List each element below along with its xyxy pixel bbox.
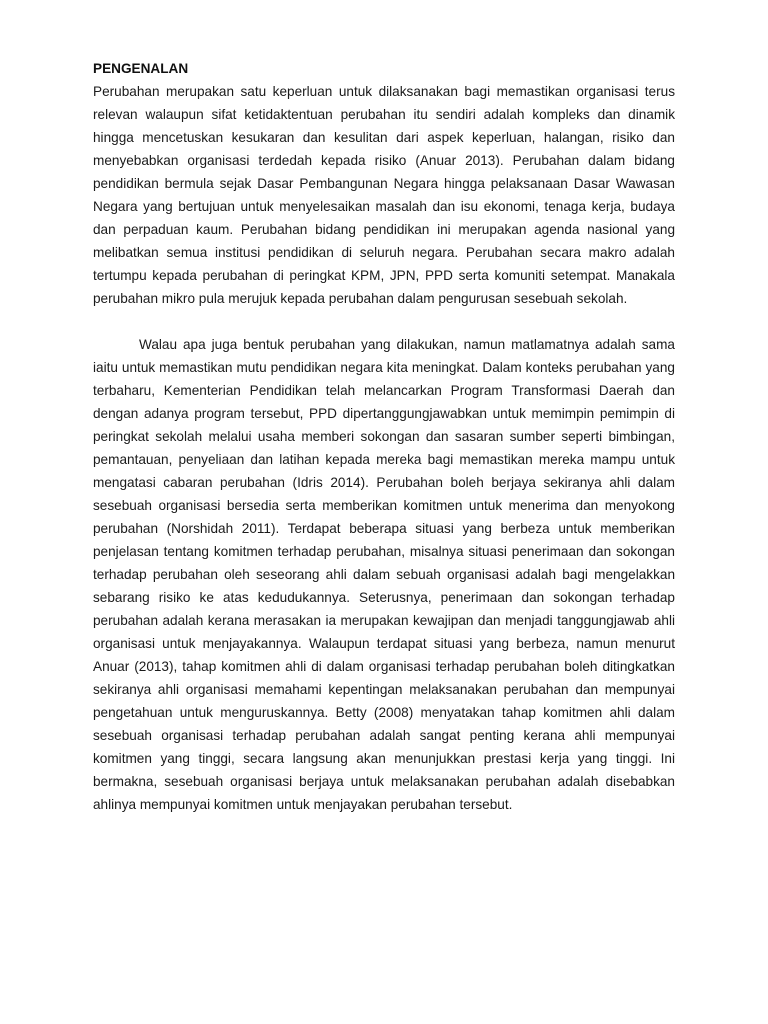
paragraph-introduction: Perubahan merupakan satu keperluan untuk dilaksanakan bagi memastikan organisasi terus relevan walaupun sifat ketidaktentuan perubahan itu sendiri adalah kompleks dan dinamik hingga mencetuskan kesukaran dan kesulitan dari aspek keperluan, halangan, risiko dan menyebabkan organisasi terdedah kepada risiko (Anuar 2013). Perubahan dalam bidang pendidikan bermula sejak Dasar Pembangunan Negara hingga pelaksanaan Dasar Wawasan Negara yang bertujuan untuk menyelesaikan masalah dan isu ekonomi, tenaga kerja, budaya dan perpaduan kaum. Perubahan bidang pendidikan ini merupakan agenda nasional yang melibatkan semua institusi pendidikan di seluruh negara. Perubahan secara makro adalah tertumpu kepada perubahan di peringkat KPM, JPN, PPD serta komuniti setempat. Manakala perubahan mikro pula merujuk kepada perubahan dalam pengurusan sesebuah sekolah. (93, 84, 675, 306)
section-heading: PENGENALAN (93, 61, 189, 76)
document-body (93, 57, 675, 816)
paragraph-commitment: Walau apa juga bentuk perubahan yang dilakukan, namun matlamatnya adalah sama iaitu untuk memastikan mutu pendidikan negara kita meningkat. Dalam konteks perubahan yang terbaharu, Kementerian Pendidikan telah melancarkan Program Transformasi Daerah dan dengan adanya program tersebut, PPD dipertanggungjawabkan untuk memimpin pemimpin di peringkat sekolah melalui usaha memberi sokongan dan sasaran sumber seperti bimbingan, pemantauan, penyeliaan dan latihan kepada mereka bagi memastikan mereka mampu untuk mengatasi cabaran perubahan (Idris 2014). Perubahan boleh berjaya sekiranya ahli dalam sesebuah organisasi bersedia serta memberikan komitmen untuk menerima dan menyokong perubahan (Norshidah 2011). Terdapat beberapa situasi yang berbeza untuk memberikan penjelasan tentang komitmen terhadap perubahan, misalnya situasi penerimaan dan sokongan terhadap perubahan oleh seseorang ahli dalam sebuah organisasi adalah bagi mengelakkan sebarang risiko ke atas kedudukannya. Seterusnya, penerimaan dan sokongan terhadap perubahan adalah kerana merasakan ia merupakan kewajipan dan menjadi tanggungjawab ahli organisasi untuk menjayakannya. Walaupun terdapat situasi yang berbeza, namun menurut Anuar (2013), tahap komitmen ahli di dalam organisasi terhadap perubahan boleh ditingkatkan sekiranya ahli organisasi memahami kepentingan melaksanakan perubahan dan mempunyai pengetahuan untuk menguruskannya. Betty (2008) menyatakan tahap komitmen ahli dalam sesebuah organisasi terhadap perubahan adalah sangat penting kerana ahli mempunyai komitmen yang tinggi, secara langsung akan menunjukkan prestasi kerja yang tinggi. Ini bermakna, sesebuah organisasi berjaya untuk melaksanakan perubahan adalah disebabkan ahlinya mempunyai komitmen untuk menjayakan perubahan tersebut. (93, 337, 675, 812)
